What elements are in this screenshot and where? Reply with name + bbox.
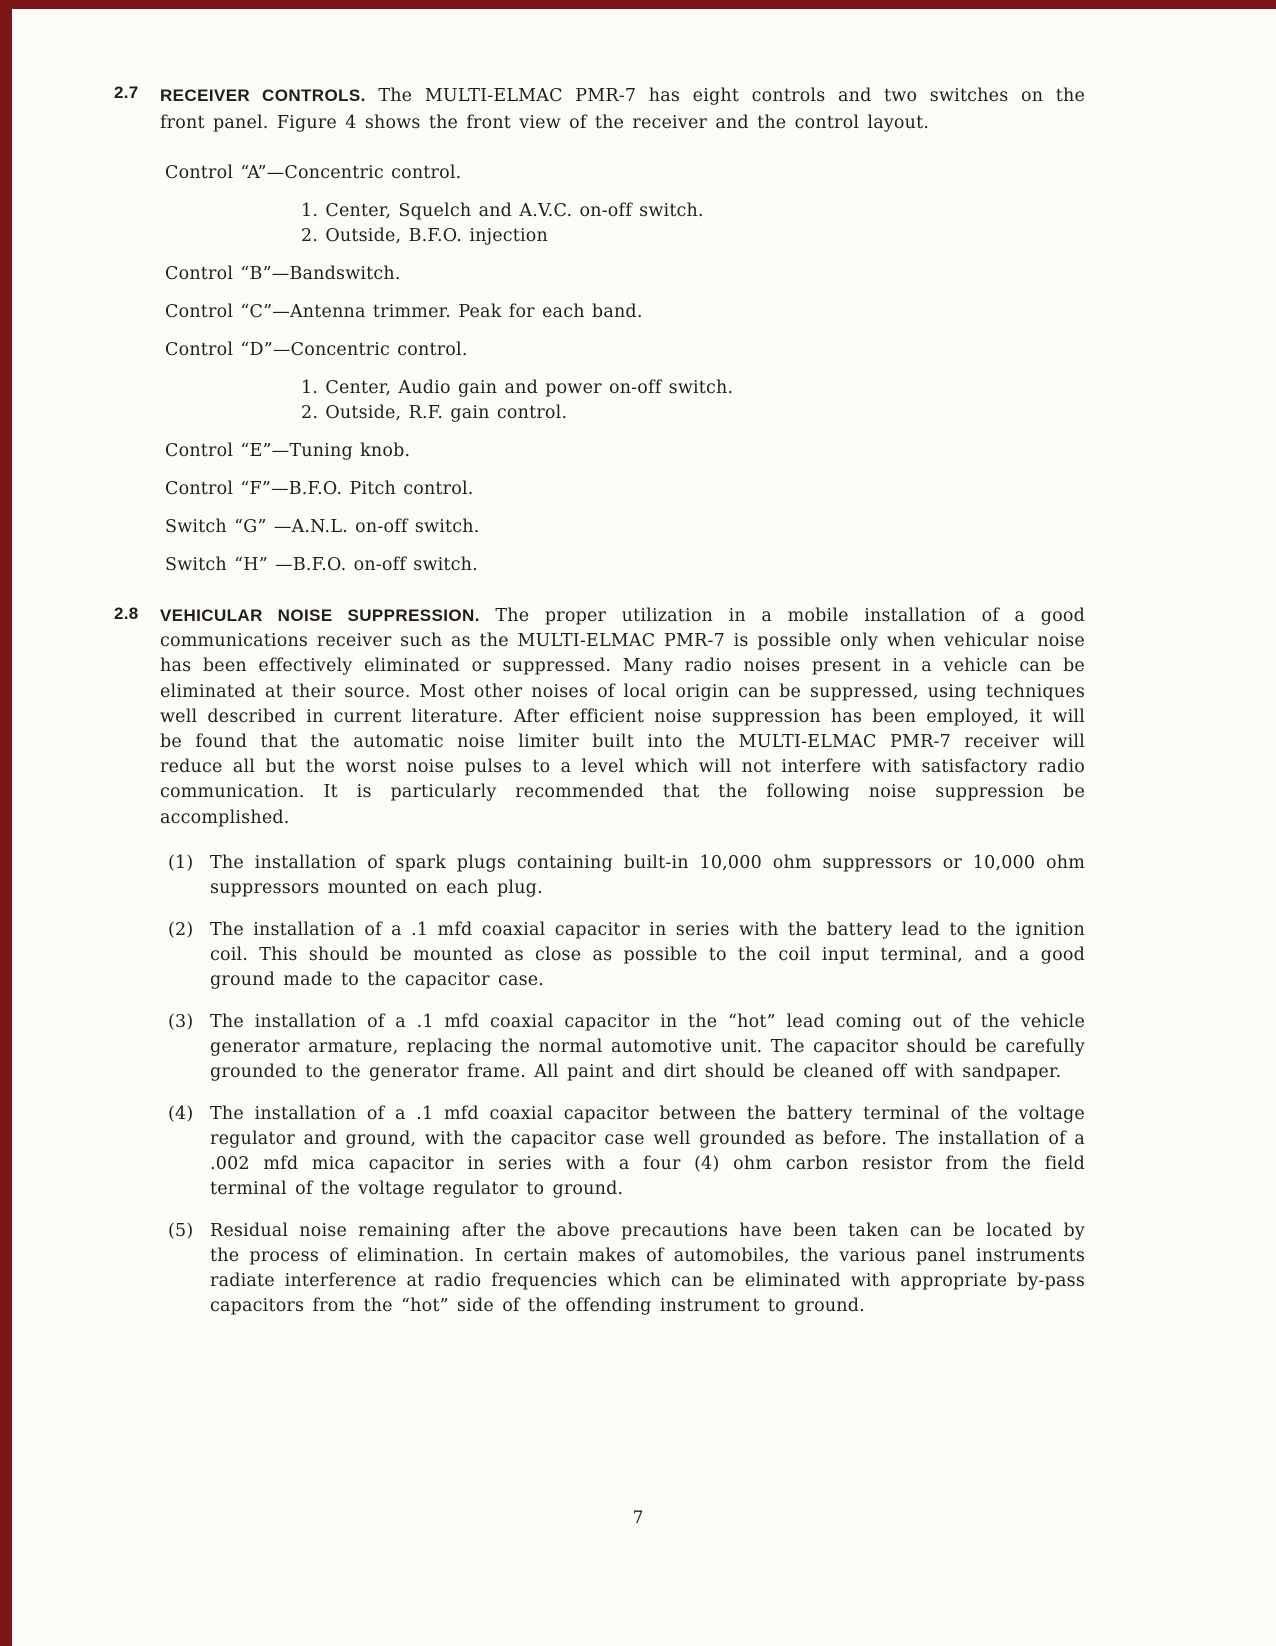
page-number: 7: [632, 1508, 644, 1528]
list-item-4: [168, 1102, 1085, 1202]
control-sublist-a: [301, 199, 1085, 248]
list-item-3: [168, 1010, 1085, 1085]
control-sublist-d: [301, 376, 1085, 425]
control-item-c: Control “C”—Antenna trimmer. Peak for each band.: [165, 302, 643, 322]
list-number: (2): [168, 919, 194, 940]
list-text: Residual noise remaining after the above precautions have been taken can be located by the process of elimination. In certain makes of automobiles, the various panel instruments radiate interference at radio frequencies which can be eliminated with appropriate by-pass capacitors from the “hot” side of the offending instrument to ground.: [210, 1220, 1085, 1316]
control-item-d: Control “D”—Concentric control.: [165, 340, 468, 360]
section-2-7: [114, 82, 1085, 577]
switch-item-h: Switch “H” —B.F.O. on-off switch.: [165, 555, 478, 575]
section-number: 2.8: [114, 604, 139, 623]
section-2-8: [114, 603, 1086, 1319]
list-item-5: [168, 1219, 1085, 1319]
section-intro-paragraph: [160, 603, 1085, 831]
sub-item: 2. Outside, B.F.O. injection: [301, 226, 549, 246]
list-text: The installation of a .1 mfd coaxial capacitor in the “hot” lead coming out of the vehicle generator armature, replacing the normal automotive unit. The capacitor should be carefully grounded to the generator frame. All paint and dirt should be cleaned off with sandpaper.: [210, 1011, 1085, 1082]
list-number: (3): [168, 1011, 194, 1032]
section-intro-text: The MULTI-ELMAC PMR-7 has eight controls and two switches on the front panel. Figure 4 shows the front view of the receiver and the control layout.: [160, 86, 1085, 133]
list-number: (5): [168, 1220, 194, 1241]
control-item-a: Control “A”—Concentric control.: [165, 163, 462, 183]
numbered-list: [168, 851, 1085, 1319]
control-item-f: Control “F”—B.F.O. Pitch control.: [165, 479, 474, 499]
section-heading: VEHICULAR NOISE SUPPRESSION.: [160, 606, 480, 625]
controls-list: [165, 161, 1085, 577]
list-item-1: [168, 851, 1085, 901]
sub-item: 2. Outside, R.F. gain control.: [301, 403, 568, 423]
section-intro-text: The proper utilization in a mobile installation of a good communications receiver such as the MULTI-ELMAC PMR-7 is possible only when vehicular noise has been effectively eliminated or suppressed. Many radio noises present in a vehicle can be eliminated at their source. Most other noises of local origin can be suppressed, using techniques well described in current literature. After efficient noise suppression has been employed, it will be found that the automatic noise limiter built into the MULTI-ELMAC PMR-7 receiver will reduce all but the worst noise pulses to a level which will not interfere with satisfactory radio communication. It is particularly recommended that the following noise suppression be accomplished.: [160, 606, 1086, 828]
switch-item-g: Switch “G” —A.N.L. on-off switch.: [165, 517, 480, 537]
list-number: (4): [168, 1103, 194, 1124]
section-number: 2.7: [114, 83, 139, 102]
list-text: The installation of a .1 mfd coaxial capacitor in series with the battery lead to the ignition coil. This should be mounted as close as possible to the coil input terminal, and a good ground made to the capacitor case.: [210, 919, 1085, 990]
control-item-b: Control “B”—Bandswitch.: [165, 264, 401, 284]
control-item-e: Control “E”—Tuning knob.: [165, 441, 411, 461]
list-text: The installation of a .1 mfd coaxial capacitor between the battery terminal of the voltage regulator and ground, with the capacitor case well grounded as before. The installation of a .002 mfd mica capacitor in series with a four (4) ohm carbon resistor from the field terminal of the voltage regulator to ground.: [210, 1103, 1085, 1199]
section-heading: RECEIVER CONTROLS.: [160, 86, 366, 105]
list-text: The installation of spark plugs containing built-in 10,000 ohm suppressors or 10,000 ohm suppressors mounted on each plug.: [210, 852, 1085, 898]
list-item-2: [168, 918, 1085, 993]
list-number: (1): [168, 852, 194, 873]
section-intro-paragraph: [160, 82, 1085, 137]
sub-item: 1. Center, Audio gain and power on-off switch.: [301, 378, 734, 398]
sub-item: 1. Center, Squelch and A.V.C. on-off switch.: [301, 201, 704, 221]
